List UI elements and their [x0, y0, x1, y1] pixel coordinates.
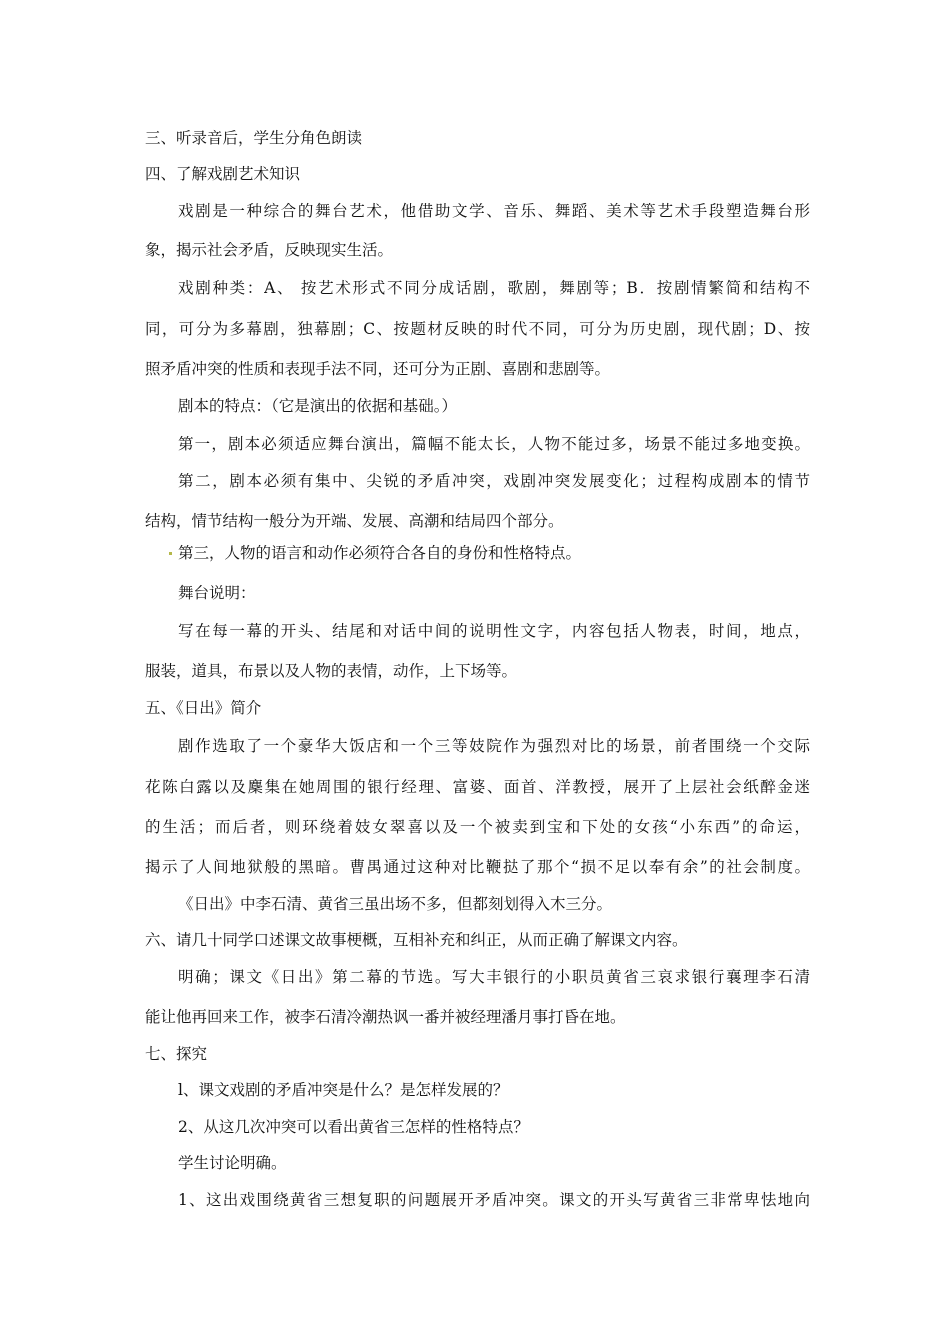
paragraph-line: 戏剧是一种综合的舞台艺术，他借助文学、音乐、舞蹈、美术等艺术手段塑造舞台形 [178, 202, 810, 220]
question-line: l、课文戏剧的矛盾冲突是什么？是怎样发展的？ [178, 1081, 509, 1099]
paragraph-line: 剧作选取了一个豪华大饭店和一个三等妓院作为强烈对比的场景，前者围绕一个交际 [178, 737, 810, 755]
paragraph-line: 能让他再回来工作，被李石清冷潮热讽一番并被经理潘月事打昏在地。 [145, 1008, 626, 1026]
paragraph-line: 揭示了人间地狱般的黑暗。曹禺通过这种对比鞭挞了那个“损不足以奉有余”的社会制度。 [145, 858, 810, 876]
paragraph-line: 学生讨论明确。 [178, 1154, 287, 1172]
paragraph-line: 结构，情节结构一般分为开端、发展、高潮和结局四个部分。 [145, 512, 564, 530]
paragraph-line: 同，可分为多幕剧，独幕剧；C、按题材反映的时代不同，可分为历史剧，现代剧；D、按 [145, 320, 810, 338]
question-line: 2、从这几次冲突可以看出黄省三怎样的性格特点？ [178, 1118, 529, 1136]
paragraph-line: 舞台说明： [178, 584, 256, 602]
paragraph-line: 第二，剧本必须有集中、尖锐的矛盾冲突，戏剧冲突发展变化；过程构成剧本的情节 [178, 472, 810, 490]
paragraph-line: 明确；课文《日出》第二幕的节选。写大丰银行的小职员黄省三哀求银行襄理李石清 [178, 968, 810, 986]
section-heading-4: 四、了解戏剧艺术知识 [145, 165, 301, 183]
paragraph-line: 《日出》中李石清、黄省三虽出场不多，但都刻划得入木三分。 [178, 895, 613, 913]
section-heading-7: 七、探究 [145, 1045, 208, 1063]
paragraph-line: 象，揭示社会矛盾，反映现实生活。 [145, 241, 394, 259]
section-heading-5: 五、《日出》简介 [145, 699, 262, 717]
paragraph-line: 1、这出戏围绕黄省三想复职的问题展开矛盾冲突。课文的开头写黄省三非常卑怯地向 [178, 1191, 810, 1209]
paragraph-line: 第三，人物的语言和动作必须符合各自的身份和性格特点。 [178, 544, 582, 562]
paragraph-line: 照矛盾冲突的性质和表现手法不同，还可分为正剧、喜剧和悲剧等。 [145, 360, 611, 378]
stray-mark [169, 552, 172, 555]
paragraph-line: 花陈白露以及麇集在她周围的银行经理、富婆、面首、洋教授，展开了上层社会纸醉金迷 [145, 778, 810, 796]
paragraph-line: 第一，剧本必须适应舞台演出，篇幅不能太长，人物不能过多，场景不能过多地变换。 [178, 435, 810, 453]
paragraph-line: 戏剧种类：A、 按艺术形式不同分成话剧，歌剧，舞剧等；B．按剧情繁简和结构不 [178, 279, 810, 297]
paragraph-line: 写在每一幕的开头、结尾和对话中间的说明性文字，内容包括人物表，时间，地点， [178, 622, 810, 640]
paragraph-line: 剧本的特点：（它是演出的依据和基础。） [178, 397, 458, 415]
section-heading-6: 六、请几十同学口述课文故事梗概，互相补充和纠正，从而正确了解课文内容。 [145, 931, 688, 949]
section-heading-3: 三、听录音后，学生分角色朗读 [145, 129, 363, 147]
paragraph-line: 的生活；而后者，则环绕着妓女翠喜以及一个被卖到宝和下处的女孩“小东西”的命运， [145, 818, 810, 836]
paragraph-line: 服装，道具，布景以及人物的表情，动作，上下场等。 [145, 662, 518, 680]
